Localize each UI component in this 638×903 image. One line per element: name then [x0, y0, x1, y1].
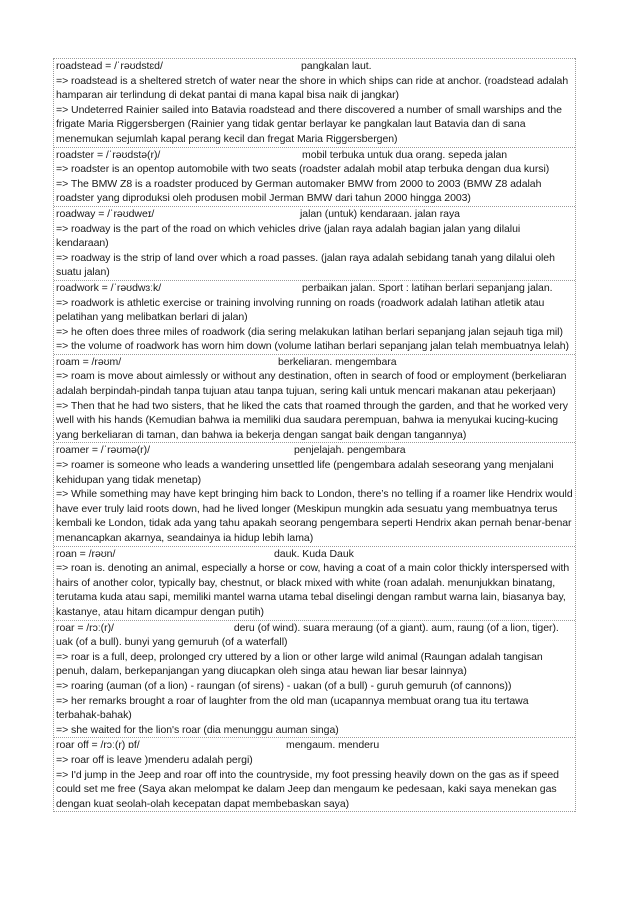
- entry-example: => roar is a full, deep, prolonged cry uttered by a lion or other large wild animal (Raungan adalah tangisan penuh, dalam, berkepanjangan yang diucapkan oleh singa atau hewan liar besar lainnya): [56, 650, 543, 678]
- vocab-entry: [54, 546, 575, 620]
- vocabulary-list: [53, 58, 576, 812]
- vocab-entry: [54, 354, 575, 443]
- vocab-entry: [54, 620, 575, 738]
- entry-term: roamer = /ˈrəʊmə(r)/: [56, 444, 150, 457]
- vocab-entry: [54, 147, 575, 206]
- entry-meaning: penjelajah. pengembara: [294, 444, 406, 457]
- entry-meaning: pangkalan laut.: [301, 60, 372, 72]
- entry-headline: [56, 281, 574, 296]
- entry-example: => Then that he had two sisters, that he liked the cats that roamed through the garden, and that he worked very well with his hands (Kemudian bahwa ia memiliki dua saudara perempuan, bahwa ia menyukai kucing-kucing yang berkeliaran di taman, dan bahwa ia bekerja dengan sangat baik dengan tangannya): [56, 399, 568, 441]
- entry-example: => roan is. denoting an animal, especially a horse or cow, having a coat of a main color thickly interspersed with hairs of another color, typically bay, chestnut, or black mixed with white (roan adalah. menunjukkan binatang, terutama kuda atau sapi, memiliki mantel warna utama tebal diselingi dengan rambut warna lain, biasanya bay, kastanye, atau hitam dicampur dengan putih): [56, 562, 570, 618]
- entry-term: roar = /rɔː(r)/: [56, 621, 114, 634]
- entry-example: => roadster is an opentop automobile with two seats (roadster adalah mobil atap terbuka dengan dua kursi): [56, 163, 550, 176]
- entry-term: roar off = /rɔː(r) ɒf/: [56, 739, 140, 752]
- entry-headline: [56, 443, 574, 458]
- entry-example: => roadway is the part of the road on which vehicles drive (jalan raya adalah bagian jalan yang dilalui kendaraan): [56, 222, 521, 250]
- entry-meaning: mobil terbuka untuk dua orang. sepeda jalan: [302, 148, 508, 161]
- entry-term: roadwork = /ˈrəʊdwɜːk/: [56, 281, 162, 294]
- entry-example: => her remarks brought a roar of laughter from the old man (ucapannya membuat orang tua itu tertawa terbahak-bahak): [56, 694, 529, 722]
- entry-headline: [56, 621, 574, 650]
- entry-meaning: perbaikan jalan. Sport : latihan berlari sepanjang jalan.: [302, 281, 553, 294]
- entry-meaning: jalan (untuk) kendaraan. jalan raya: [300, 207, 460, 220]
- entry-example: => roadway is the strip of land over which a road passes. (jalan raya adalah sebidang tanah yang dilalui oleh suatu jalan): [56, 251, 555, 279]
- entry-term: roadway = /ˈrəʊdweɪ/: [56, 207, 155, 220]
- entry-example: => The BMW Z8 is a roadster produced by German automaker BMW from 2000 to 2003 (BMW Z8 adalah roadster yang diproduksi oleh produsen mobil Jerman BMW dari tahun 2000 hingga 2003): [56, 177, 542, 205]
- vocab-entry: [54, 442, 575, 545]
- vocab-entry: [54, 737, 575, 812]
- entry-example: => roadwork is athletic exercise or training involving running on roads (roadwork adalah latihan atletik atau pelatihan yang melibatkan berlari di jalan): [56, 296, 545, 324]
- entry-example: => While something may have kept bringing him back to London, there’s no telling if a roamer like Hendrix would have ever truly laid roots down, had he lived longer (Meskipun mungkin ada sesuatu yang membuatnya terus kembali ke London, tidak ada yang tahu apakah seorang pengembara seperti Hendrix akan pernah benar-benar menancapkan akarnya, seandainya ia hidup lebih lama): [56, 488, 573, 544]
- entry-meaning: dauk. Kuda Dauk: [274, 547, 354, 560]
- entry-headline: [56, 59, 574, 74]
- entry-example: => she waited for the lion's roar (dia menunggu auman singa): [56, 723, 339, 736]
- entry-example: => roam is move about aimlessly or without any destination, often in search of food or employment (berkeliaran adalah berpindah-pindah tanpa tujuan atau tanpa tujuan, sering kali untuk mencari makanan atau pekerjaan): [56, 370, 567, 398]
- entry-example: => roar off is leave )menderu adalah pergi): [56, 753, 253, 766]
- entry-term: roan = /rəʊn/: [56, 547, 116, 560]
- entry-example: => the volume of roadwork has worn him down (volume latihan berlari sepanjang jalan telah membuatnya lelah): [56, 340, 569, 353]
- entry-example: => roaring (auman (of a lion) - raungan (of sirens) - uakan (of a bull) - guruh gemuruh (of cannons)): [56, 679, 512, 692]
- vocab-entry: [54, 58, 575, 147]
- entry-headline: [56, 148, 574, 163]
- entry-term: roadstead = /ˈrəʊdstɛd/: [56, 60, 163, 72]
- entry-headline: [56, 355, 574, 370]
- entry-term: roam = /rəʊm/: [56, 355, 122, 368]
- entry-headline: [56, 547, 574, 562]
- entry-headline: [56, 207, 574, 222]
- entry-meaning: mengaum. menderu: [286, 739, 380, 752]
- vocab-entry: [54, 206, 575, 280]
- entry-headline: [56, 738, 574, 753]
- entry-term: roadster = /ˈrəʊdstə(r)/: [56, 148, 161, 161]
- entry-example: => Undeterred Rainier sailed into Batavia roadstead and there discovered a number of small warships and the frigate Maria Riggersbergen (Rainier yang tidak gentar berlayar ke pangkalan laut Batavia dan di sana menemukan sejumlah kapal perang kecil dan fregat Maria Riggersbergen): [56, 103, 562, 145]
- vocab-entry: [54, 280, 575, 354]
- entry-meaning: deru (of wind). suara meraung (of a giant). aum, raung (of a lion, tiger). uak (of a bull). bunyi yang gemuruh (of a waterfall): [56, 621, 559, 649]
- entry-example: => he often does three miles of roadwork (dia sering melakukan latihan berlari sepanjang jalan sejauh tiga mil): [56, 325, 563, 338]
- entry-example: => roamer is someone who leads a wandering unsettled life (pengembara adalah seseorang yang menjalani kehidupan yang tidak menetap): [56, 459, 554, 486]
- entry-meaning: berkeliaran. mengembara: [278, 355, 397, 368]
- entry-example: => roadstead is a sheltered stretch of water near the shore in which ships can ride at anchor. (roadstead adalah hamparan air terlindung di dekat pantai di mana kapal bisa naik di jangkar): [56, 74, 569, 102]
- entry-example: => I'd jump in the Jeep and roar off into the countryside, my foot pressing heavily down on the gas as if speed could set me free (Saya akan melompat ke dalam Jeep dan mengaum ke pedesaan, kaki saya menekan gas dengan kuat seolah-olah kecepatan dapat membebaskan saya): [56, 768, 559, 810]
